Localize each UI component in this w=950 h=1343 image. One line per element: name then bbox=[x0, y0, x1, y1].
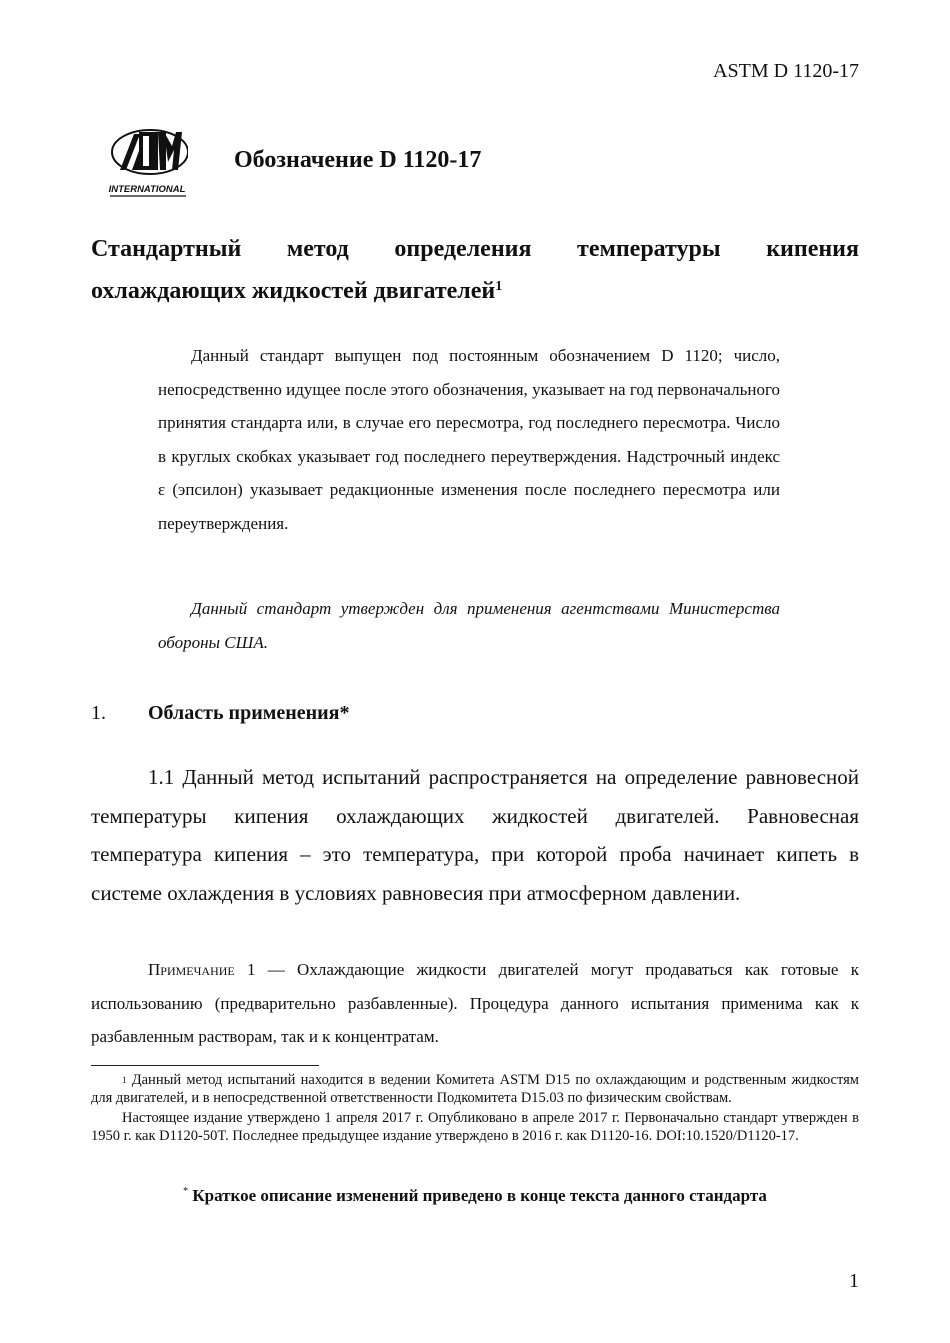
note-text: — Охлаждающие жидкости двигателей могут продаваться как готовые к использованию (предварительно разбавленные). Процедура данного испытания применима как к разбавленным растворам, так и к концентратам. bbox=[91, 960, 859, 1046]
footnote-divider bbox=[91, 1065, 319, 1066]
document-title bbox=[91, 228, 859, 312]
dod-approval-notice: Данный стандарт утвержден для применения агентствами Министерства обороны США. bbox=[158, 599, 780, 652]
title-footnote-mark: 1 bbox=[495, 279, 503, 294]
svg-text:INTERNATIONAL: INTERNATIONAL bbox=[108, 184, 186, 195]
summary-text: Краткое описание изменений приведено в конце текста данного стандарта bbox=[188, 1186, 767, 1205]
footnote-2: Настоящее издание утверждено 1 апреля 2017 г. Опубликовано в апреле 2017 г. Первоначально стандарт утвержден в 1950 г. как D1120-50T. Последнее предыдущее издание утверждено в 2016 г. как D1120-16. DOI:10.1520/D1120-17. bbox=[91, 1110, 859, 1144]
summary-mark: * bbox=[183, 1186, 189, 1197]
footnote-1-mark: 1 bbox=[122, 1075, 127, 1085]
designation-heading: Обозначение D 1120-17 bbox=[234, 147, 482, 173]
astm-logo bbox=[106, 126, 188, 200]
summary-of-changes-note bbox=[91, 1186, 859, 1206]
note-label: Примечание 1 bbox=[148, 960, 256, 979]
document-title-text: Стандартный метод определения температуры кипения охлаждающих жидкостей двигателей bbox=[91, 236, 859, 304]
paragraph-1-1: 1.1 Данный метод испытаний распространяется на определение равновесной температуры кипения охлаждающих жидкостей двигателей. Равновесная температура кипения – это температура, при которой проба начинает кипеть в системе охлаждения в условиях равновесия при атмосферном давлении. bbox=[91, 765, 859, 905]
section-title: Область применения* bbox=[148, 702, 350, 724]
page-number: 1 bbox=[849, 1270, 859, 1292]
section-number: 1. bbox=[91, 702, 106, 724]
document-code: ASTM D 1120-17 bbox=[713, 60, 859, 82]
note-1 bbox=[91, 953, 859, 1054]
standard-notice: Данный стандарт выпущен под постоянным обозначением D 1120; число, непосредственно идущее после этого обозначения, указывает на год первоначального принятия стандарта или, в случае его пересмотра, год последнего пересмотра. Число в круглых скобках указывает год последнего переутверждения. Надстрочный индекс ε (эпсилон) указывает редакционные изменения после последнего пересмотра или переутверждения. bbox=[158, 346, 780, 533]
footnote-1 bbox=[91, 1071, 859, 1107]
footnotes bbox=[91, 1071, 859, 1147]
footnote-1-text: Данный метод испытаний находится в ведении Комитета ASTM D15 по охлаждающим и родственным жидкостям для двигателей, и в непосредственной ответственности Подкомитета D15.03 по физическим свойствам. bbox=[91, 1072, 859, 1106]
